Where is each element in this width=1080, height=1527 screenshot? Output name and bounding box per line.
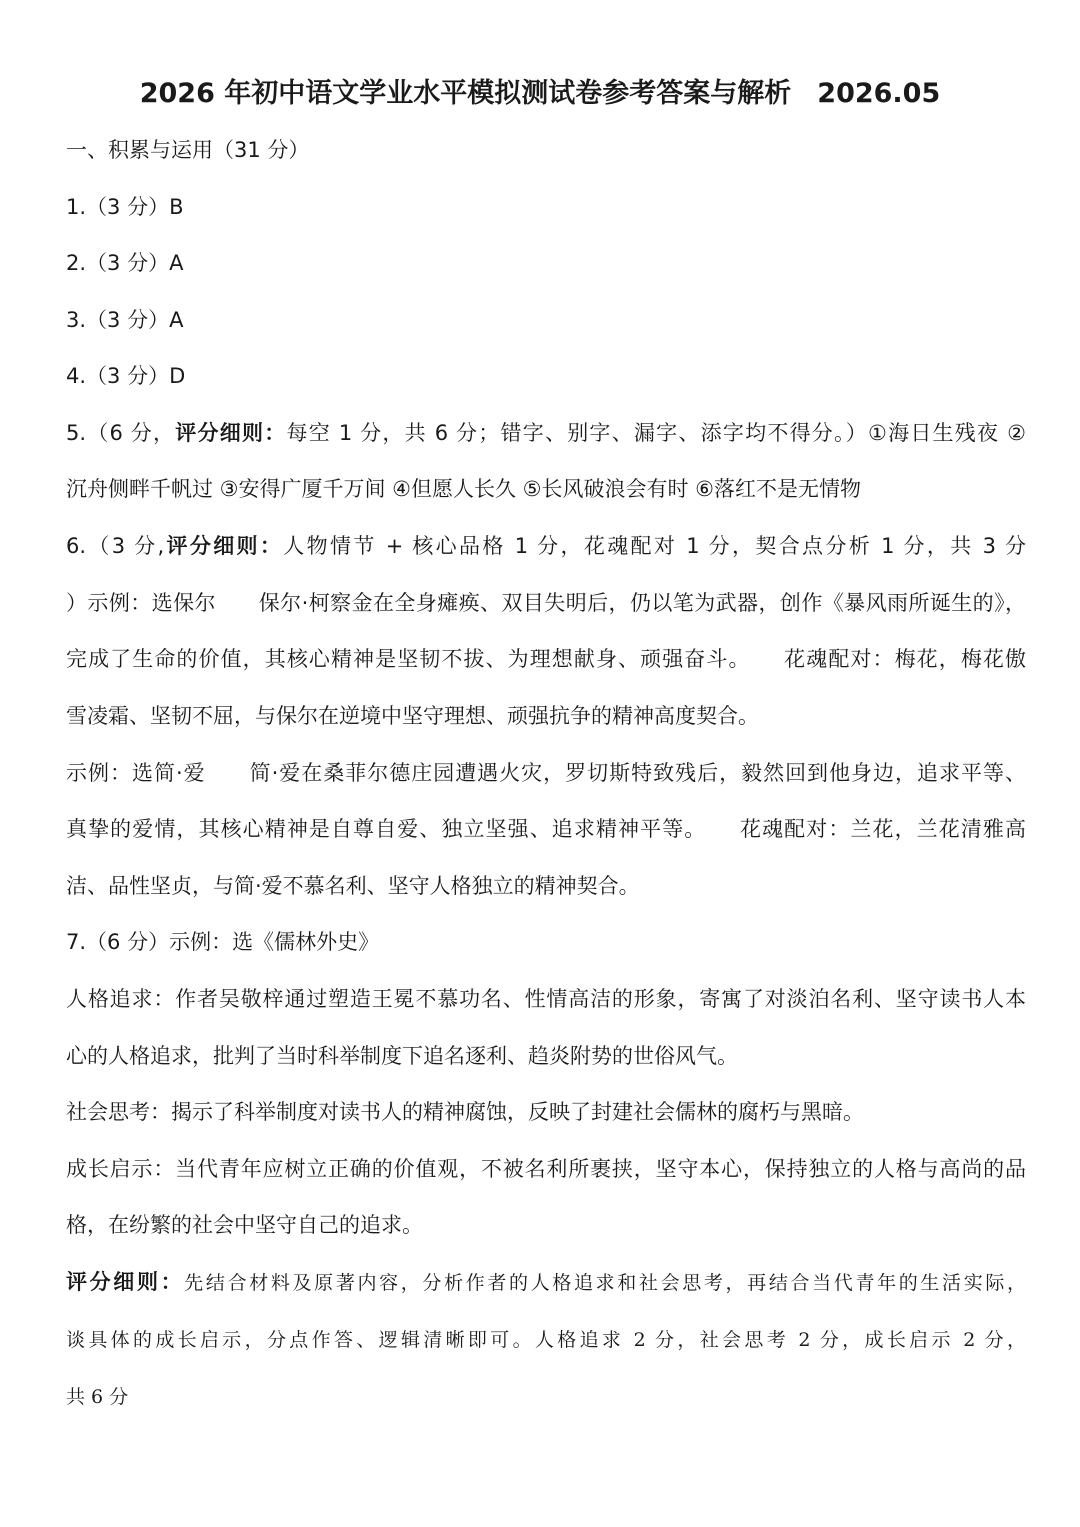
answer-q6-line4: 雪凌霜、坚韧不屈，与保尔在逆境中坚守理想、顽强抗争的精神高度契合。 — [66, 704, 759, 728]
answer-q6-line1 — [66, 529, 1026, 563]
answer-q4: 4.（3 分）D — [66, 364, 186, 388]
answer-q6-line2: ）示例：选保尔 保尔·柯察金在全身瘫痪、双目失明后，仍以笔为武器，创作《暴风雨所诞生的》， — [66, 591, 1026, 615]
answer-q2: 2.（3 分）A — [66, 251, 184, 275]
title-date: 2026.05 — [817, 78, 941, 109]
q7-rubric-line2: 谈具体的成长启示，分点作答、逻辑清晰即可。人格追求 2 分，社会思考 2 分，成长启示 2 分， — [66, 1329, 1026, 1351]
answer-q7-line5: 成长启示：当代青年应树立正确的价值观，不被名利所裹挟，坚守本心，保持独立的人格与高尚的品 — [66, 1157, 1026, 1181]
answer-q7-line3: 心的人格追求，批判了当时科举制度下追名逐利、趋炎附势的世俗风气。 — [66, 1044, 738, 1068]
answer-q1: 1.（3 分）B — [66, 195, 184, 219]
answer-q7-line6: 格，在纷繁的社会中坚守自己的追求。 — [66, 1213, 423, 1237]
title-text: 2026 年初中语文学业水平模拟测试卷参考答案与解析 — [139, 78, 792, 109]
q5-rubric-text: 每空 1 分，共 6 分；错字、别字、漏字、添字均不得分。）①海日生残夜 ② — [286, 421, 1026, 445]
q7-rubric-label: 评分细则： — [66, 1270, 185, 1294]
q7-rubric-line1 — [66, 1265, 1026, 1300]
q5-rubric-label: 评分细则： — [175, 421, 287, 445]
answer-q7-line4: 社会思考：揭示了科举制度对读书人的精神腐蚀，反映了封建社会儒林的腐朽与黑暗。 — [66, 1100, 864, 1124]
answer-q6-line6: 真挚的爱情，其核心精神是自尊自爱、独立坚强、追求精神平等。 花魂配对：兰花，兰花清雅高 — [66, 817, 1026, 841]
answer-q5-line2: 沉舟侧畔千帆过 ③安得广厦千万间 ④但愿人长久 ⑤长风破浪会有时 ⑥落红不是无情物 — [66, 477, 862, 501]
q7-rubric-line3: 共 6 分 — [66, 1386, 129, 1408]
answer-q6-line5: 示例：选简·爱 简·爱在桑菲尔德庄园遭遇火灾，罗切斯特致残后，毅然回到他身边，追求平等、 — [66, 761, 1026, 785]
q6-rubric-label: 评分细则： — [164, 534, 284, 558]
answer-q5-line1 — [66, 416, 1026, 450]
answer-q7-line2: 人格追求：作者吴敬梓通过塑造王冕不慕功名、性情高洁的形象，寄寓了对淡泊名利、坚守读书人本 — [66, 987, 1026, 1011]
q7-rubric-text: 先结合材料及原著内容，分析作者的人格追求和社会思考，再结合当代青年的生活实际， — [184, 1272, 1026, 1294]
answer-q3: 3.（3 分）A — [66, 308, 184, 332]
q5-prefix: 5.（6 分， — [66, 421, 176, 445]
section-heading: 一、积累与运用（31 分） — [66, 138, 310, 162]
answer-q6-line7: 洁、品性坚贞，与简·爱不慕名利、坚守人格独立的精神契合。 — [66, 874, 640, 898]
answer-q6-line3: 完成了生命的价值，其核心精神是坚韧不拔、为理想献身、顽强奋斗。 花魂配对：梅花，梅花傲 — [66, 647, 1026, 671]
q6-prefix: 6.（3 分, — [66, 534, 165, 558]
q6-rubric-text: 人物情节 + 核心品格 1 分，花魂配对 1 分，契合点分析 1 分，共 3 分 — [283, 534, 1026, 558]
document-title — [0, 72, 1080, 116]
answer-q7-line1: 7.（6 分）示例：选《儒林外史》 — [66, 930, 380, 954]
